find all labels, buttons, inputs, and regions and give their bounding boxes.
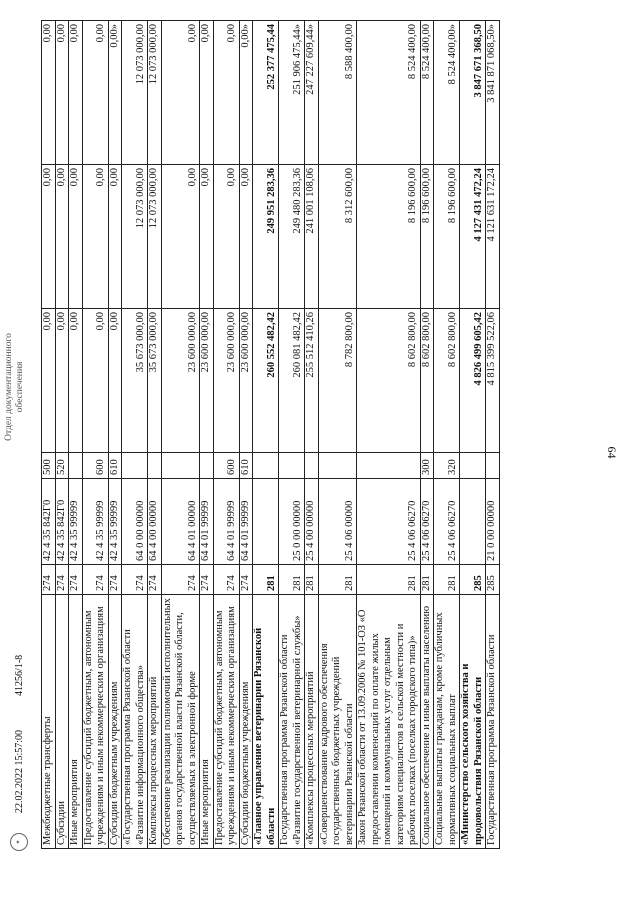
cell-name: Комплексы процессных мероприятий [148, 595, 162, 849]
cell-vr [69, 453, 83, 479]
table-row [486, 21, 500, 849]
cell-gr: 274 [82, 565, 108, 595]
cell-vr [318, 453, 357, 479]
cell-v2: 0,00 [69, 165, 83, 309]
cell-v2: 8 196 600,00 [420, 165, 434, 309]
cell-name: Предоставление субсидий бюджетным, автономным учреждениям и иным некоммерческим организациям [82, 595, 108, 849]
table-row [213, 21, 239, 849]
table-row [460, 21, 486, 849]
cell-v2: 4 121 631 172,24 [486, 165, 500, 309]
cell-v3: 0,00 [213, 21, 239, 165]
cell-cs [460, 479, 486, 565]
cell-vr [161, 453, 200, 479]
cell-v2: 0,00 [200, 165, 214, 309]
cell-v3: 0,00» [239, 21, 253, 165]
cell-gr: 274 [200, 565, 214, 595]
cell-v2: 0,00 [108, 165, 122, 309]
cell-cs: 25 4 06 00000 [318, 479, 357, 565]
page-number: 64 [605, 446, 619, 459]
cell-v1: 0,00 [42, 309, 56, 453]
cell-v3: 0,00» [108, 21, 122, 165]
cell-vr [253, 453, 279, 479]
cell-cs: 21 0 00 00000 [486, 479, 500, 565]
table-row [318, 21, 357, 849]
table-row [305, 21, 319, 849]
cell-v3: 0,00 [161, 21, 200, 165]
cell-cs: 42 4 35 99999 [108, 479, 122, 565]
cell-name: Субсидии бюджетным учреждениям [239, 595, 253, 849]
cell-v2: 12 073 000,00 [122, 165, 148, 309]
cell-name: Субсидии бюджетным учреждениям [108, 595, 122, 849]
cell-v2: 0,00 [55, 165, 69, 309]
table-row [161, 21, 200, 849]
cell-v2: 8 196 600,00 [357, 165, 421, 309]
cell-gr: 274 [148, 565, 162, 595]
cell-v2: 0,00 [213, 165, 239, 309]
cell-v3: 251 906 475,44» [279, 21, 305, 165]
cell-v3: 12 073 000,00 [122, 21, 148, 165]
cell-v1: 4 826 499 605,42 [460, 309, 486, 453]
cell-cs: 25 4 06 06270 [357, 479, 421, 565]
cell-v3: 8 524 400,00» [434, 21, 460, 165]
cell-v2: 0,00 [239, 165, 253, 309]
table-row [108, 21, 122, 849]
cell-vr: 610 [108, 453, 122, 479]
cell-v1: 35 673 000,00 [122, 309, 148, 453]
cell-vr [357, 453, 421, 479]
cell-cs: 64 4 00 00000 [148, 479, 162, 565]
cell-gr: 274 [122, 565, 148, 595]
seal-icon: ✦ [10, 833, 28, 851]
footer-doc-id: 41256/1-8 [13, 654, 25, 696]
footer [10, 655, 28, 851]
cell-v2: 4 127 431 472,24 [460, 165, 486, 309]
cell-name: Социальное обеспечение и иные выплаты населению [420, 595, 434, 849]
cell-name: Государственная программа Рязанской области «Развитие государственной ветеринарной службы» [279, 595, 305, 849]
cell-v1: 0,00 [69, 309, 83, 453]
cell-gr: 274 [69, 565, 83, 595]
cell-vr: 600 [213, 453, 239, 479]
cell-v1: 260 081 482,42 [279, 309, 305, 453]
cell-vr [305, 453, 319, 479]
cell-vr: 320 [434, 453, 460, 479]
cell-v3: 8 524 400,00 [357, 21, 421, 165]
footer-datetime: 22.02.2022 15:57:00 [13, 729, 25, 813]
cell-vr [122, 453, 148, 479]
budget-table [41, 20, 500, 849]
cell-cs: 64 4 01 99999 [239, 479, 253, 565]
cell-v2: 0,00 [161, 165, 200, 309]
cell-cs [253, 479, 279, 565]
cell-v3: 3 847 671 368,50 [460, 21, 486, 165]
table-row [69, 21, 83, 849]
cell-cs: 42 4 35 99999 [82, 479, 108, 565]
cell-gr: 285 [460, 565, 486, 595]
cell-v1: 0,00 [82, 309, 108, 453]
cell-name: Закон Рязанской области от 13.09.2006 № 101-ОЗ «О предоставлении компенсаций по оплате жилых помещений и коммунальных услуг отдельным категориям специалистов в сельской местности и рабочих поселках (поселках городского типа)» [357, 595, 421, 849]
budget-table-body [42, 21, 500, 849]
cell-vr: 300 [420, 453, 434, 479]
table-row [42, 21, 56, 849]
cell-name: «Совершенствование кадрового обеспечения государственных бюджетных учреждений ветеринарии Рязанской области [318, 595, 357, 849]
cell-name: Субсидии [55, 595, 69, 849]
cell-name: Социальные выплаты гражданам, кроме публичных нормативных социальных выплат [434, 595, 460, 849]
table-row [148, 21, 162, 849]
cell-name: «Комплексы процессных мероприятий [305, 595, 319, 849]
cell-v1: 23 600 000,00 [161, 309, 200, 453]
cell-name: Обеспечение реализации полномочий исполнительных органов государственной власти Рязанской области, осуществляемых в электронной форме [161, 595, 200, 849]
cell-name: «Главное управление ветеринарии Рязанской области [253, 595, 279, 849]
cell-v2: 249 951 283,36 [253, 165, 279, 309]
table-row [82, 21, 108, 849]
cell-gr: 281 [434, 565, 460, 595]
table-row [122, 21, 148, 849]
cell-cs: 64 4 01 99999 [200, 479, 214, 565]
cell-v1: 8 602 800,00 [357, 309, 421, 453]
cell-vr [200, 453, 214, 479]
cell-v1: 260 552 482,42 [253, 309, 279, 453]
cell-v1: 23 600 000,00 [200, 309, 214, 453]
cell-v2: 249 480 283,36 [279, 165, 305, 309]
cell-vr [148, 453, 162, 479]
cell-gr: 281 [318, 565, 357, 595]
cell-v2: 0,00 [42, 165, 56, 309]
cell-vr: 610 [239, 453, 253, 479]
department-stamp: Отдел документационного обеспечения [4, 333, 25, 441]
table-row [279, 21, 305, 849]
cell-name: Иные мероприятия [69, 595, 83, 849]
cell-gr: 285 [486, 565, 500, 595]
cell-v1: 35 673 000,00 [148, 309, 162, 453]
cell-v2: 8 312 600,00 [318, 165, 357, 309]
cell-gr: 281 [305, 565, 319, 595]
cell-v1: 23 600 000,00 [213, 309, 239, 453]
cell-v3: 12 073 000,00 [148, 21, 162, 165]
cell-cs: 64 4 01 99999 [213, 479, 239, 565]
cell-v2: 241 001 108,06 [305, 165, 319, 309]
cell-cs: 64 4 01 00000 [161, 479, 200, 565]
cell-vr: 600 [82, 453, 108, 479]
cell-v2: 12 073 000,00 [148, 165, 162, 309]
cell-gr: 281 [420, 565, 434, 595]
cell-cs: 42 4 35 842Г0 [55, 479, 69, 565]
cell-name: «Министерство сельского хозяйства и продовольствия Рязанской области [460, 595, 486, 849]
cell-v1: 8 602 800,00 [420, 309, 434, 453]
cell-gr: 281 [253, 565, 279, 595]
table-row [55, 21, 69, 849]
cell-gr: 274 [161, 565, 200, 595]
cell-gr: 274 [42, 565, 56, 595]
cell-cs: 25 4 06 06270 [420, 479, 434, 565]
cell-v1: 23 600 000,00 [239, 309, 253, 453]
cell-v3: 247 227 609,44» [305, 21, 319, 165]
cell-cs: 64 0 00 00000 [122, 479, 148, 565]
cell-v3: 252 377 475,44 [253, 21, 279, 165]
cell-vr [486, 453, 500, 479]
cell-vr: 520 [55, 453, 69, 479]
cell-v3: 0,00 [200, 21, 214, 165]
table-row [253, 21, 279, 849]
cell-vr [460, 453, 486, 479]
cell-gr: 281 [357, 565, 421, 595]
cell-v2: 0,00 [82, 165, 108, 309]
cell-gr: 274 [213, 565, 239, 595]
cell-vr [279, 453, 305, 479]
cell-v3: 0,00 [55, 21, 69, 165]
cell-cs: 42 4 35 99999 [69, 479, 83, 565]
cell-cs: 25 0 00 00000 [279, 479, 305, 565]
cell-v2: 8 196 600,00 [434, 165, 460, 309]
cell-name: Иные мероприятия [200, 595, 214, 849]
table-row [420, 21, 434, 849]
cell-v3: 0,00 [69, 21, 83, 165]
cell-v1: 0,00 [108, 309, 122, 453]
cell-v1: 0,00 [55, 309, 69, 453]
cell-v3: 0,00 [42, 21, 56, 165]
cell-cs: 25 4 00 00000 [305, 479, 319, 565]
cell-v1: 4 815 399 522,06 [486, 309, 500, 453]
cell-gr: 274 [108, 565, 122, 595]
cell-name: Межбюджетные трансферты [42, 595, 56, 849]
cell-gr: 274 [55, 565, 69, 595]
cell-name: Государственная программа Рязанской области [486, 595, 500, 849]
cell-v3: 8 588 400,00 [318, 21, 357, 165]
cell-cs: 42 4 35 842Г0 [42, 479, 56, 565]
cell-gr: 281 [279, 565, 305, 595]
cell-v3: 3 841 871 068,50» [486, 21, 500, 165]
cell-v3: 0,00 [82, 21, 108, 165]
cell-cs: 25 4 06 06270 [434, 479, 460, 565]
table-row [200, 21, 214, 849]
table-row [239, 21, 253, 849]
cell-gr: 274 [239, 565, 253, 595]
cell-v1: 8 602 800,00 [434, 309, 460, 453]
table-row [357, 21, 421, 849]
cell-v1: 8 782 800,00 [318, 309, 357, 453]
cell-v3: 8 524 400,00 [420, 21, 434, 165]
cell-vr: 500 [42, 453, 56, 479]
cell-name: «Государственная программа Рязанской области «Развитие информационного общества» [122, 595, 148, 849]
table-row [434, 21, 460, 849]
cell-v1: 255 512 410,26 [305, 309, 319, 453]
cell-name: Предоставление субсидий бюджетным, автономным учреждениям и иным некоммерческим организациям [213, 595, 239, 849]
